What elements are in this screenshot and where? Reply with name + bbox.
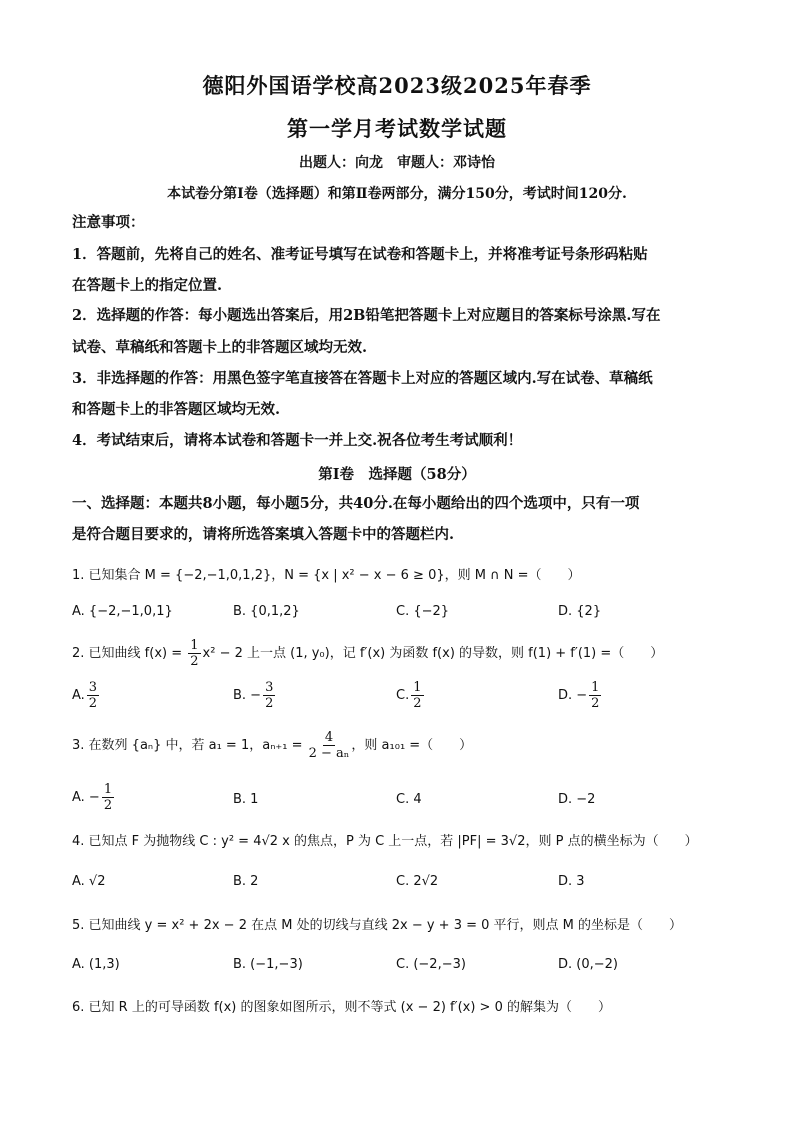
q2-option-c: C. $\frac{1}{2}$ xyxy=(396,680,422,711)
note-line: 4．考试结束后，请将本试卷和答题卡一并上交.祝各位考生考试顺利！ xyxy=(72,432,523,449)
question-5-stem: 5. 已知曲线 y = x² + 2x − 2 在点 M 处的切线与直线 2x − y + 3 = 0 平行，则点 M 的坐标是（ ） xyxy=(72,918,683,933)
question-6-stem: 6. 已知 R 上的可导函数 f(x) 的图象如图所示，则不等式 (x − 2) f′(x) > 0 的解集为（ ） xyxy=(72,1000,611,1015)
q2-option-a: A. $\frac{3}{2}$ xyxy=(72,680,98,711)
q2-option-b: B. − $\frac{3}{2}$ xyxy=(233,680,274,711)
q3-option-b: B. 1 xyxy=(233,792,259,807)
note-line: 1．答题前，先将自己的姓名、准考证号填写在试卷和答题卡上，并将准考证号条形码粘贴 xyxy=(72,246,648,263)
q3-stem-post: ，则 a₁₀₁ =（ ） xyxy=(351,738,473,753)
q4-option-c: C. 2√2 xyxy=(396,874,439,889)
q3-fraction: $\frac{4}{\text{2 − aₙ}}$ xyxy=(308,730,350,761)
q5-option-c: C. (−2,−3) xyxy=(396,957,466,972)
question-1-stem: 1. 已知集合 M = {−2,−1,0,1,2}，N = {x | x² − x − 6 ≥ 0}，则 M ∩ N =（ ） xyxy=(72,568,581,583)
q5-option-d: D. (0,−2) xyxy=(558,957,618,972)
section-desc: 是符合题目要求的，请将所选答案填入答题卡中的答题栏内. xyxy=(72,526,455,543)
q1-option-b: B. {0,1,2} xyxy=(233,604,300,619)
q3-option-c: C. 4 xyxy=(396,792,422,807)
question-2-stem xyxy=(72,638,732,669)
note-line: 2．选择题的作答：每小题选出答案后，用2B铅笔把答题卡上对应题目的答案标号涂黑.写在 xyxy=(72,307,661,324)
q4-option-d: D. 3 xyxy=(558,874,585,889)
note-line: 在答题卡上的指定位置. xyxy=(72,277,223,294)
authors-line: 出题人：向龙 审题人：邓诗怡 xyxy=(299,155,495,171)
section-title: 第Ⅰ卷 选择题（58分） xyxy=(318,466,476,483)
question-4-stem: 4. 已知点 F 为抛物线 C : y² = 4√2 x 的焦点，P 为 C 上一点，若 |PF| = 3√2，则 P 点的横坐标为（ ） xyxy=(72,834,698,849)
q2-stem-post: x² − 2 上一点 (1, y₀)，记 f′(x) 为函数 f(x) 的导数，则 f(1) + f′(1) =（ ） xyxy=(202,646,664,661)
q2-option-d: D. − $\frac{1}{2}$ xyxy=(558,680,600,711)
exam-title-line1: 德阳外国语学校高2023级2025年春季 xyxy=(202,73,592,98)
q5-option-a: A. (1,3) xyxy=(72,957,120,972)
note-line: 试卷、草稿纸和答题卡上的非答题区域均无效. xyxy=(72,339,368,356)
q1-option-a: A. {−2,−1,0,1} xyxy=(72,604,173,619)
q3-stem-pre: 3. 在数列 {aₙ} 中，若 a₁ = 1，aₙ₊₁ = xyxy=(72,738,307,753)
note-line: 和答题卡上的非答题区域均无效. xyxy=(72,401,281,418)
q2-stem-pre: 2. 已知曲线 f(x) = xyxy=(72,646,187,661)
q2-fraction: $\frac{1}{2}$ xyxy=(190,638,199,669)
q5-option-b: B. (−1,−3) xyxy=(233,957,303,972)
note-line: 3．非选择题的作答：用黑色签字笔直接答在答题卡上对应的答题区域内.写在试卷、草稿纸 xyxy=(72,370,653,387)
section-desc: 一、选择题：本题共8小题，每小题5分，共40分.在每小题给出的四个选项中，只有一项 xyxy=(72,495,640,512)
q4-option-b: B. 2 xyxy=(233,874,259,889)
q3-option-d: D. −2 xyxy=(558,792,596,807)
q1-option-d: D. {2} xyxy=(558,604,602,619)
exam-title-line2: 第一学月考试数学试题 xyxy=(287,116,507,141)
question-3-stem xyxy=(72,730,732,761)
q4-option-a: A. √2 xyxy=(72,874,106,889)
notes-heading: 注意事项： xyxy=(72,214,145,231)
q1-option-c: C. {−2} xyxy=(396,604,450,619)
exam-intro: 本试卷分第Ⅰ卷（选择题）和第Ⅱ卷两部分，满分150分，考试时间120分. xyxy=(167,186,627,202)
q3-option-a: A. − $\frac{1}{2}$ xyxy=(72,782,113,813)
